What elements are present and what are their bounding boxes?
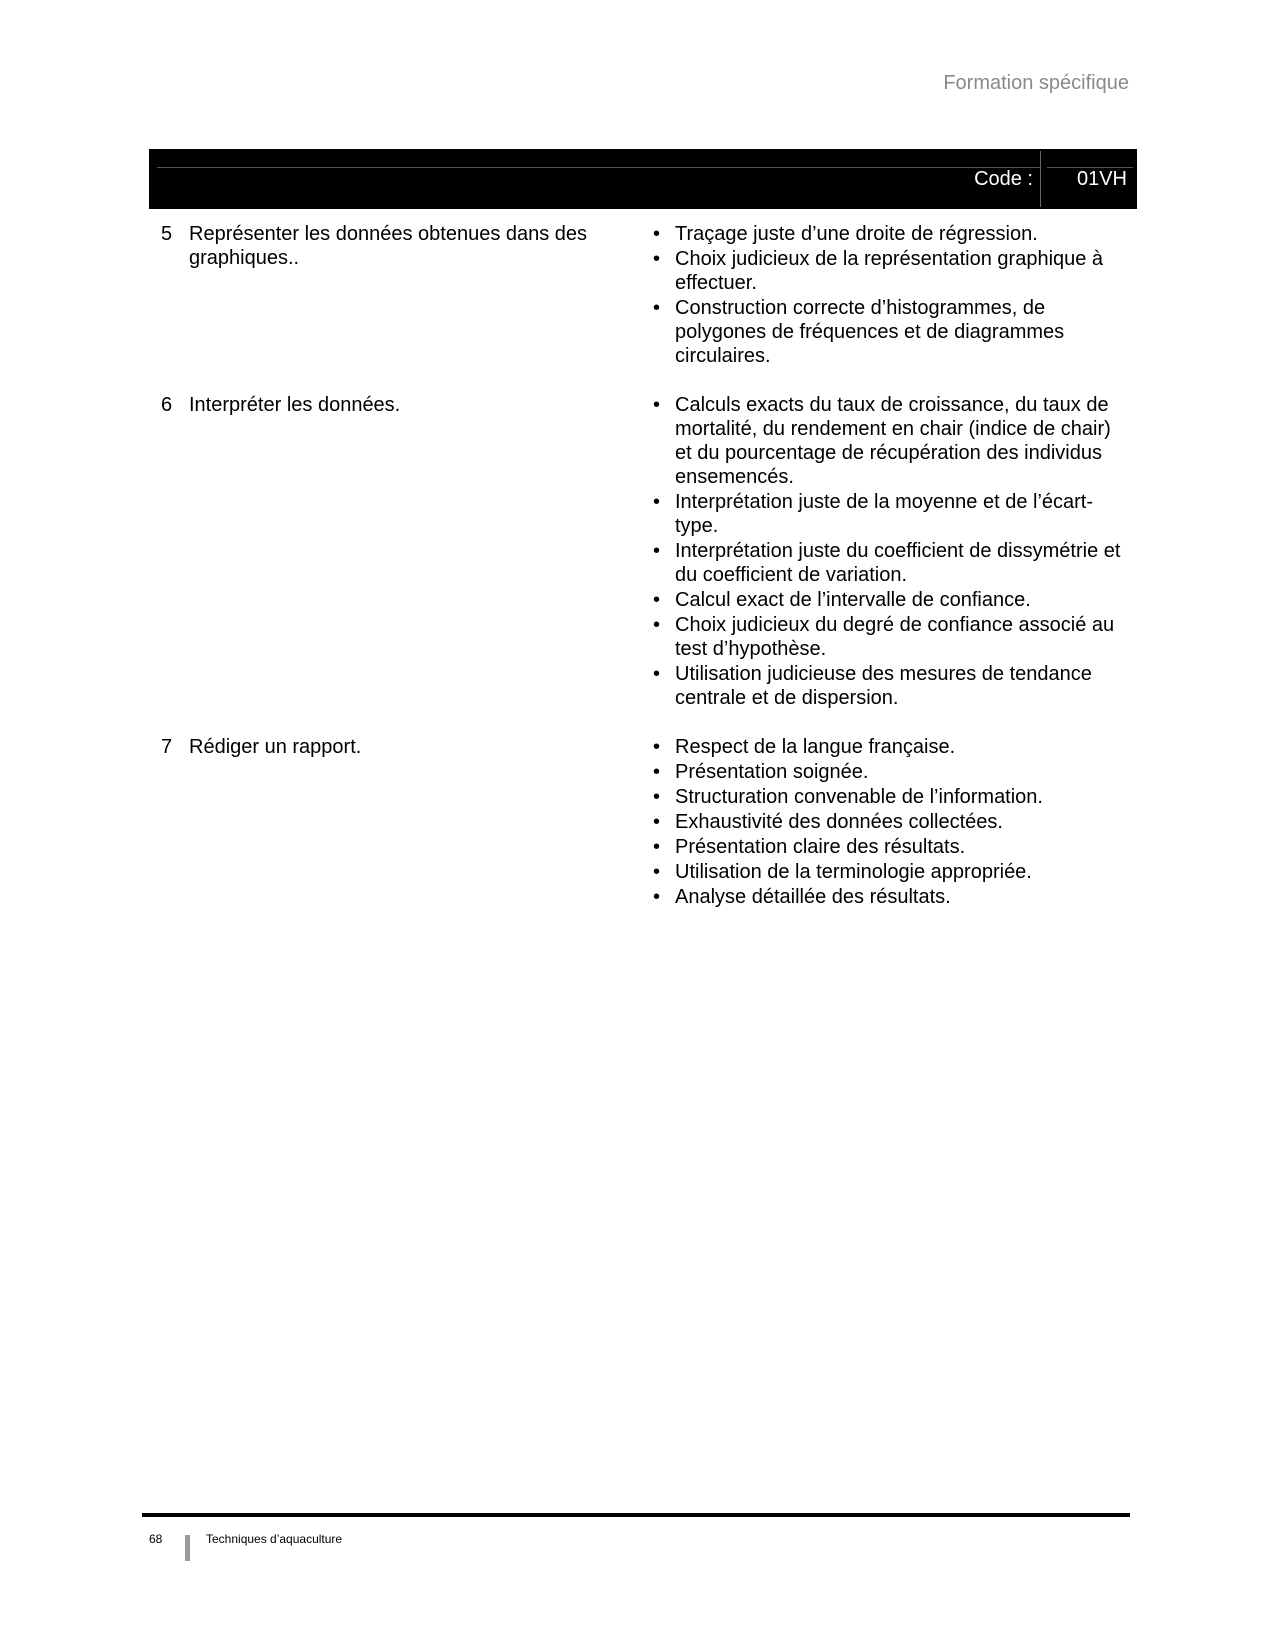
- criteria-item: • Exhaustivité des données collectées.: [651, 810, 1123, 834]
- criteria-item: • Choix judicieux de la représentation graphique à effectuer.: [651, 247, 1123, 295]
- criteria-item: • Utilisation judicieuse des mesures de tendance centrale et de dispersion.: [651, 662, 1123, 710]
- criteria-item: • Présentation soignée.: [651, 760, 1123, 784]
- criteria-item: • Traçage juste d’une droite de régression.: [651, 222, 1123, 246]
- criteria-list: [651, 735, 1123, 910]
- criteria-item: • Choix judicieux du degré de confiance associé au test d’hypothèse.: [651, 613, 1123, 661]
- criteria-item: • Utilisation de la terminologie appropriée.: [651, 860, 1123, 884]
- criteria-item: • Construction correcte d’histogrammes, de polygones de fréquences et de diagrammes circulaires.: [651, 296, 1123, 368]
- objective-number: 5: [161, 223, 173, 245]
- code-bar-separator: [1040, 151, 1041, 207]
- criteria-list: [651, 222, 1123, 369]
- table-row: [161, 735, 1141, 910]
- table-row: [161, 393, 1141, 711]
- criteria-item: • Structuration convenable de l’information.: [651, 785, 1123, 809]
- criteria-item: • Interprétation juste du coefficient de dissymétrie et du coefficient de variation.: [651, 539, 1123, 587]
- criteria-item: • Calcul exact de l’intervalle de confiance.: [651, 588, 1123, 612]
- footer-divider: [142, 1513, 1130, 1517]
- criteria-item: • Respect de la langue française.: [651, 735, 1123, 759]
- objective-text: Représenter les données obtenues dans des graphiques..: [189, 223, 588, 269]
- criteria-item: • Présentation claire des résultats.: [651, 835, 1123, 859]
- footer-accent-bar: [185, 1535, 190, 1561]
- page-number: 68: [149, 1532, 163, 1546]
- code-value: 01VH: [1076, 168, 1127, 190]
- criteria-item: • Analyse détaillée des résultats.: [651, 885, 1123, 909]
- criteria-list: [651, 393, 1123, 711]
- objective-text: Rédiger un rapport.: [189, 736, 362, 758]
- code-label: Code :: [974, 168, 1033, 190]
- objectives-table: [161, 222, 1141, 934]
- objective-number: 6: [161, 394, 173, 416]
- objective-text: Interpréter les données.: [189, 394, 401, 416]
- criteria-item: • Calculs exacts du taux de croissance, du taux de mortalité, du rendement en chair (indice de chair) et du pourcentage de récupération des individus ensemencés.: [651, 393, 1123, 489]
- criteria-item: • Interprétation juste de la moyenne et de l’écart-type.: [651, 490, 1123, 538]
- footer-title: Techniques d’aquaculture: [206, 1532, 343, 1546]
- code-bar: [149, 149, 1137, 209]
- objective-number: 7: [161, 736, 173, 758]
- page-header-title: Formation spécifique: [943, 72, 1129, 94]
- table-row: [161, 222, 1141, 369]
- code-bar-divider: [157, 167, 1041, 168]
